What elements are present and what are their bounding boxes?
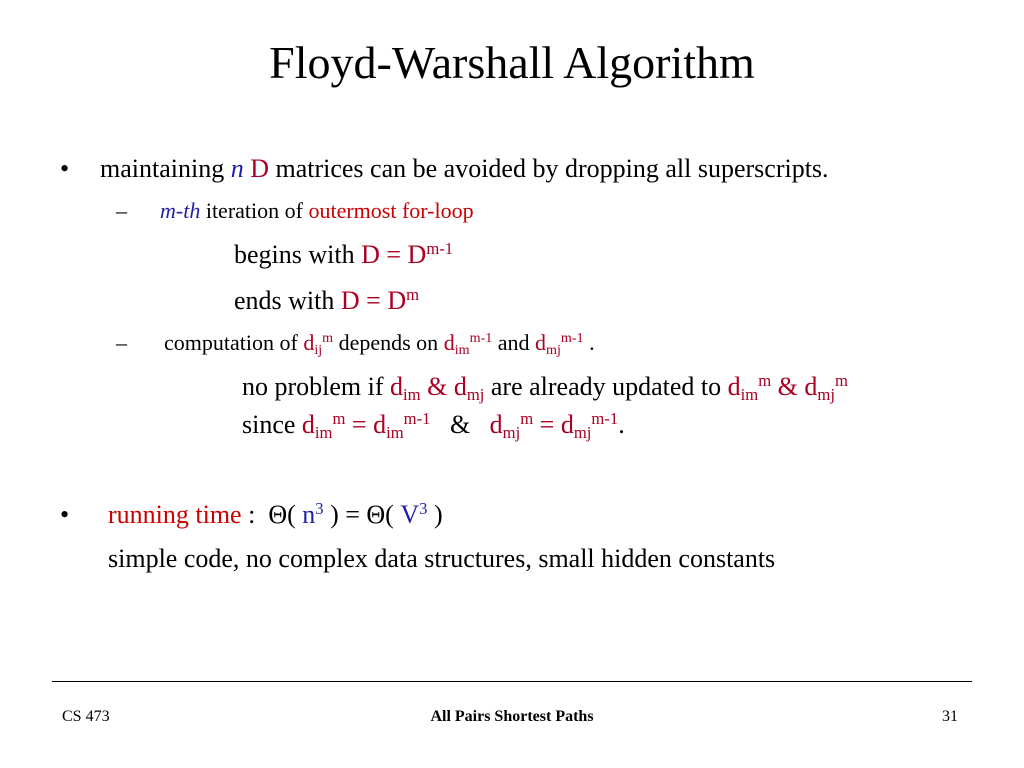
ends-eq: $D = D^m$	[340, 284, 420, 315]
slide-title: Floyd-Warshall Algorithm	[269, 37, 755, 88]
sub-1-text	[160, 198, 474, 224]
begins-line	[234, 240, 453, 270]
b1-D: D	[250, 154, 269, 183]
running-time-label: running time	[108, 500, 242, 529]
bullet-1-text	[100, 154, 829, 184]
begins-eq: $D = D^{m-1}$	[361, 238, 454, 269]
b1-n: n	[230, 154, 244, 183]
footer-page-number: 31	[942, 708, 958, 725]
s1-mth: m-th	[160, 198, 201, 223]
bullet-1-marker: •	[60, 154, 70, 183]
bullet-2-text: running time : Θ( $n^3$ ) = Θ( $V^3$ )	[108, 498, 443, 529]
bullet-2-line2: simple code, no complex data structures, small hidden constants	[108, 544, 776, 573]
np-updated: $d_{im}^m$ & $d_{mj}^m$	[727, 370, 848, 404]
s2-dmj: $d_{mj}^{m-1}$	[535, 330, 584, 359]
np-dim: $d_{im}$ & $d_{mj}$	[390, 372, 485, 404]
no-problem-line: no problem if $d_{im}$ & $d_{mj}$ are already updated to $d_{im}^m$ & $d_{mj}^m$	[242, 370, 848, 404]
sub-2-text: computation of $d_{ij}^m$ depends on $d_{im}^{m-1}$ and $d_{mj}^{m-1}$ .	[164, 330, 595, 359]
s2-dij: $d_{ij}^m$	[303, 330, 334, 359]
since-mj: $d_{mj}^m = d_{mj}^{m-1}$	[489, 408, 619, 442]
s1-loop: outermost for-loop	[308, 198, 474, 223]
s1-mid: iteration of	[200, 198, 309, 223]
since-line: since $d_{im}^m = d_{im}^{m-1}$ & $d_{mj}^m = d_{mj}^{m-1}$.	[242, 408, 625, 442]
begins-pre: begins with	[234, 240, 362, 269]
b2-V: $V^3$	[400, 498, 428, 529]
b1-pre: maintaining	[100, 154, 231, 183]
sub-2-marker: –	[116, 330, 127, 355]
footer-course: CS 473	[62, 708, 110, 725]
b2-n: $n^3$	[302, 498, 324, 529]
ends-line	[234, 286, 419, 316]
s2-dim: $d_{im}^{m-1}$	[443, 330, 493, 359]
ends-pre: ends with	[234, 286, 341, 315]
bullet-2-marker: •	[60, 500, 70, 529]
footer-divider	[52, 681, 972, 682]
since-im: $d_{im}^m = d_{im}^{m-1}$	[301, 408, 431, 442]
footer-topic: All Pairs Shortest Paths	[430, 708, 594, 725]
sub-1-marker: –	[116, 198, 127, 223]
b1-post: matrices can be avoided by dropping all superscripts.	[268, 154, 829, 183]
